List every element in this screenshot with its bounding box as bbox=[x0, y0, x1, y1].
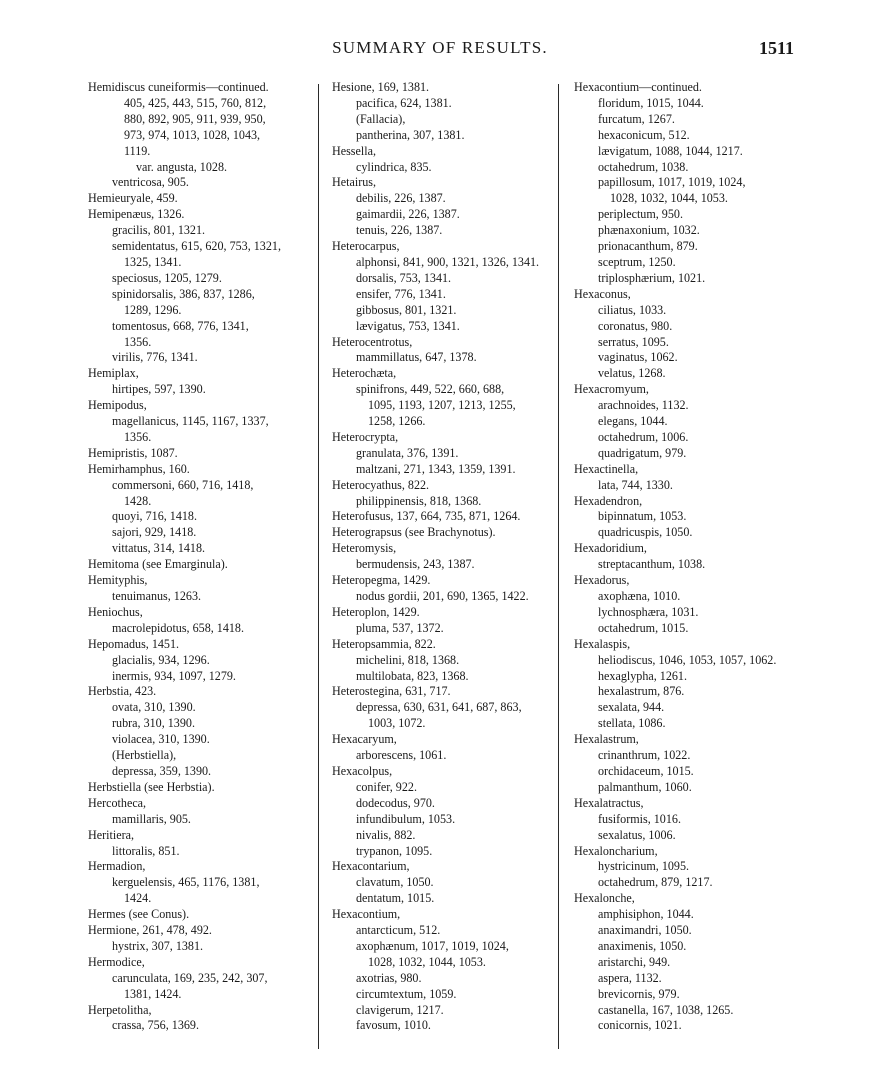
index-heading: Hesione, 169, 1381. bbox=[332, 80, 430, 94]
index-entry: multilobata, 823, 1368. bbox=[356, 668, 469, 683]
index-heading: Heteroplon, 1429. bbox=[332, 604, 420, 619]
index-entry: commersoni, 660, 716, 1418, bbox=[112, 477, 254, 492]
index-heading: Heteropegma, 1429. bbox=[332, 573, 431, 588]
index-entry: clavatum, 1050. bbox=[356, 875, 434, 890]
index-entry: papillosum, 1017, 1019, 1024, bbox=[598, 175, 746, 190]
index-heading: Hexadendron, bbox=[574, 493, 643, 508]
index-entry: axophænum, 1017, 1019, 1024, bbox=[356, 938, 509, 953]
index-entry: serratus, 1095. bbox=[598, 334, 669, 349]
index-entry: maltzani, 271, 1343, 1359, 1391. bbox=[356, 461, 516, 476]
index-entry: trypanon, 1095. bbox=[356, 843, 433, 858]
index-entry: semidentatus, 615, 620, 753, 1321, bbox=[112, 239, 281, 254]
index-entry: cylindrica, 835. bbox=[356, 159, 432, 174]
index-entry: clavigerum, 1217. bbox=[356, 1002, 444, 1017]
index-entry: pantherina, 307, 1381. bbox=[356, 127, 465, 142]
index-heading: Heterostegina, 631, 717. bbox=[332, 684, 451, 699]
index-entry: 880, 892, 905, 911, 939, 950, bbox=[124, 111, 266, 126]
index-heading: Hexalaspis, bbox=[574, 636, 631, 651]
index-entry: orchidaceum, 1015. bbox=[598, 763, 694, 778]
index-entry: elegans, 1044. bbox=[598, 414, 668, 429]
index-entry: ovata, 310, 1390. bbox=[112, 700, 196, 715]
index-heading: Hermes (see Conus). bbox=[88, 907, 190, 922]
index-entry: 1325, 1341. bbox=[124, 254, 182, 269]
index-heading: Hessella, bbox=[332, 143, 376, 158]
index-entry: sexalata, 944. bbox=[598, 700, 665, 715]
index-entry: debilis, 226, 1387. bbox=[356, 191, 446, 206]
index-heading: Hexacontarium, bbox=[332, 859, 410, 874]
index-entry: 1095, 1193, 1207, 1213, 1255, bbox=[368, 398, 516, 413]
index-entry: kerguelensis, 465, 1176, 1381, bbox=[112, 875, 260, 890]
index-entry: tomentosus, 668, 776, 1341, bbox=[112, 318, 249, 333]
index-heading: Heterocarpus, bbox=[332, 239, 400, 254]
index-entry: hexaconicum, 512. bbox=[598, 127, 690, 142]
index-entry: 1028, 1032, 1044, 1053. bbox=[368, 954, 486, 969]
index-entry: nivalis, 882. bbox=[356, 827, 416, 842]
index-heading: Hemirhamphus, 160. bbox=[88, 461, 190, 476]
index-heading: Heterochæta, bbox=[332, 366, 397, 381]
index-entry: 1356. bbox=[124, 429, 152, 444]
index-entry: pacifica, 624, 1381. bbox=[356, 95, 452, 110]
index-entry: 1424. bbox=[124, 891, 152, 906]
index-entry: anaximandri, 1050. bbox=[598, 923, 692, 938]
index-entry: philippinensis, 818, 1368. bbox=[356, 493, 482, 508]
index-entry: vittatus, 314, 1418. bbox=[112, 541, 206, 556]
index-entry: palmanthum, 1060. bbox=[598, 779, 692, 794]
index-entry: 973, 974, 1013, 1028, 1043, bbox=[124, 127, 261, 142]
index-entry: floridum, 1015, 1044. bbox=[598, 95, 704, 110]
index-entry: var. angusta, 1028. bbox=[136, 159, 228, 174]
index-entry: vaginatus, 1062. bbox=[598, 350, 678, 365]
index-heading: Hemipristis, 1087. bbox=[88, 445, 178, 460]
index-heading: Hexalastrum, bbox=[574, 732, 639, 747]
index-heading: Heteromysis, bbox=[332, 541, 397, 556]
index-entry: conifer, 922. bbox=[356, 779, 417, 794]
index-entry: phænaxonium, 1032. bbox=[598, 223, 700, 238]
index-entry: gibbosus, 801, 1321. bbox=[356, 302, 457, 317]
index-entry: (Herbstiella), bbox=[112, 748, 177, 763]
index-entry: virilis, 776, 1341. bbox=[112, 350, 198, 365]
index-heading: Hexactinella, bbox=[574, 461, 639, 476]
index-heading: Herbstia, 423. bbox=[88, 684, 157, 699]
index-heading: Hexacolpus, bbox=[332, 763, 393, 778]
index-entry: lychnosphæra, 1031. bbox=[598, 604, 699, 619]
running-title: SUMMARY OF RESULTS. bbox=[332, 38, 548, 57]
index-entry: depressa, 630, 631, 641, 687, 863, bbox=[356, 700, 522, 715]
index-entry: fusiformis, 1016. bbox=[598, 811, 681, 826]
index-entry: dodecodus, 970. bbox=[356, 795, 435, 810]
index-entry: depressa, 359, 1390. bbox=[112, 763, 212, 778]
index-entry: hystricinum, 1095. bbox=[598, 859, 690, 874]
index-heading: Heteropsammia, 822. bbox=[332, 636, 436, 651]
index-entry: 1003, 1072. bbox=[368, 716, 426, 731]
index-heading: Heterofusus, 137, 664, 735, 871, 1264. bbox=[332, 509, 521, 524]
index-heading: Hepomadus, 1451. bbox=[88, 636, 180, 651]
index-entry: coronatus, 980. bbox=[598, 318, 673, 333]
index-heading: Herbstiella (see Herbstia). bbox=[88, 779, 215, 794]
index-entry: mamillaris, 905. bbox=[112, 811, 191, 826]
index-heading: Hemiplax, bbox=[88, 366, 139, 381]
index-entry: aspera, 1132. bbox=[598, 970, 662, 985]
index-entry: infundibulum, 1053. bbox=[356, 811, 456, 826]
index-entry: speciosus, 1205, 1279. bbox=[112, 270, 222, 285]
index-heading: Hexalonche, bbox=[574, 891, 635, 906]
column-divider bbox=[558, 84, 559, 1049]
index-entry: ensifer, 776, 1341. bbox=[356, 286, 446, 301]
index-entry: bipinnatum, 1053. bbox=[598, 509, 687, 524]
index-heading: Hexacaryum, bbox=[332, 732, 397, 747]
index-entry: prionacanthum, 879. bbox=[598, 239, 698, 254]
index-entry: spinidorsalis, 386, 837, 1286, bbox=[112, 286, 255, 301]
index-entry: quadricuspis, 1050. bbox=[598, 525, 693, 540]
index-column-2 bbox=[332, 80, 554, 1034]
index-entry: castanella, 167, 1038, 1265. bbox=[598, 1002, 734, 1017]
index-entry: periplectum, 950. bbox=[598, 207, 683, 222]
index-column-1 bbox=[88, 80, 316, 1034]
index-heading: Hermodice, bbox=[88, 954, 145, 969]
index-entry: tenuis, 226, 1387. bbox=[356, 223, 443, 238]
index-entry: quoyi, 716, 1418. bbox=[112, 509, 197, 524]
index-entry: carunculata, 169, 235, 242, 307, bbox=[112, 970, 268, 985]
index-entry: octahedrum, 1015. bbox=[598, 620, 689, 635]
index-entry: octahedrum, 879, 1217. bbox=[598, 875, 713, 890]
index-heading: Hermadion, bbox=[88, 859, 146, 874]
column-divider bbox=[318, 84, 319, 1049]
index-entry: hystrix, 307, 1381. bbox=[112, 938, 204, 953]
index-entry: alphonsi, 841, 900, 1321, 1326, 1341. bbox=[356, 254, 540, 269]
index-entry: circumtextum, 1059. bbox=[356, 986, 457, 1001]
index-entry: tenuimanus, 1263. bbox=[112, 589, 202, 603]
index-entry: anaximenis, 1050. bbox=[598, 938, 687, 953]
index-entry: axophæna, 1010. bbox=[598, 589, 681, 603]
index-entry: 1028, 1032, 1044, 1053. bbox=[610, 191, 728, 206]
index-entry: inermis, 934, 1097, 1279. bbox=[112, 668, 236, 683]
index-entry: ventricosa, 905. bbox=[112, 175, 189, 190]
index-entry: macrolepidotus, 658, 1418. bbox=[112, 620, 245, 635]
index-entry: hexaglypha, 1261. bbox=[598, 668, 688, 683]
index-entry: amphisiphon, 1044. bbox=[598, 907, 694, 922]
index-entry: octahedrum, 1006. bbox=[598, 429, 689, 444]
index-heading: Hexalatractus, bbox=[574, 795, 644, 810]
index-entry: velatus, 1268. bbox=[598, 366, 666, 381]
index-entry: 1119. bbox=[124, 143, 151, 158]
index-entry: brevicornis, 979. bbox=[598, 986, 680, 1001]
index-heading: Heterocyathus, 822. bbox=[332, 477, 430, 492]
index-heading: Hemityphis, bbox=[88, 573, 148, 588]
index-entry: stellata, 1086. bbox=[598, 716, 666, 731]
index-column-3 bbox=[574, 80, 804, 1034]
index-entry: furcatum, 1267. bbox=[598, 111, 675, 126]
index-entry: lævigatum, 1088, 1044, 1217. bbox=[598, 143, 743, 158]
index-entry: conicornis, 1021. bbox=[598, 1018, 682, 1033]
index-heading: Hemieuryale, 459. bbox=[88, 191, 178, 206]
index-entry: lævigatus, 753, 1341. bbox=[356, 318, 460, 333]
index-entry: ciliatus, 1033. bbox=[598, 302, 667, 317]
index-heading: Hemidiscus cuneiformis—continued. bbox=[88, 80, 269, 94]
index-entry: 1289, 1296. bbox=[124, 302, 182, 317]
index-entry: crinanthrum, 1022. bbox=[598, 748, 691, 763]
index-heading: Hexadoridium, bbox=[574, 541, 647, 556]
index-entry: nodus gordii, 201, 690, 1365, 1422. bbox=[356, 589, 529, 603]
index-entry: octahedrum, 1038. bbox=[598, 159, 689, 174]
index-entry: axotrias, 980. bbox=[356, 970, 422, 985]
index-entry: antarcticum, 512. bbox=[356, 923, 441, 938]
index-heading: Heterocrypta, bbox=[332, 429, 399, 444]
index-entry: dentatum, 1015. bbox=[356, 891, 435, 906]
index-entry: sexalatus, 1006. bbox=[598, 827, 676, 842]
index-heading: Heterocentrotus, bbox=[332, 334, 413, 349]
index-entry: pluma, 537, 1372. bbox=[356, 620, 444, 635]
index-entry: granulata, 376, 1391. bbox=[356, 445, 459, 460]
index-entry: sceptrum, 1250. bbox=[598, 254, 676, 269]
index-entry: arachnoides, 1132. bbox=[598, 398, 689, 413]
index-entry: violacea, 310, 1390. bbox=[112, 732, 210, 747]
index-heading: Herpetolitha, bbox=[88, 1002, 152, 1017]
page-header bbox=[0, 38, 880, 62]
index-heading: Hexacontium, bbox=[332, 907, 401, 922]
index-entry: hirtipes, 597, 1390. bbox=[112, 382, 206, 397]
index-entry: dorsalis, 753, 1341. bbox=[356, 270, 452, 285]
index-entry: rubra, 310, 1390. bbox=[112, 716, 195, 731]
index-entry: 1381, 1424. bbox=[124, 986, 182, 1001]
index-heading: Hexaconus, bbox=[574, 286, 631, 301]
index-heading: Hetairus, bbox=[332, 175, 376, 190]
index-entry: 1356. bbox=[124, 334, 152, 349]
index-entry: aristarchi, 949. bbox=[598, 954, 671, 969]
index-entry: glacialis, 934, 1296. bbox=[112, 652, 210, 667]
index-heading: Hexacromyum, bbox=[574, 382, 649, 397]
index-entry: streptacanthum, 1038. bbox=[598, 557, 706, 572]
index-heading: Hexacontium—continued. bbox=[574, 80, 702, 94]
index-heading: Hemitoma (see Emarginula). bbox=[88, 557, 228, 572]
index-entry: 1428. bbox=[124, 493, 152, 508]
index-entry: michelini, 818, 1368. bbox=[356, 652, 460, 667]
index-heading: Hexadorus, bbox=[574, 573, 630, 588]
index-entry: littoralis, 851. bbox=[112, 843, 180, 858]
index-entry: spinifrons, 449, 522, 660, 688, bbox=[356, 382, 505, 397]
index-entry: 405, 425, 443, 515, 760, 812, bbox=[124, 95, 267, 110]
index-entry: bermudensis, 243, 1387. bbox=[356, 557, 475, 572]
index-heading: Hemipodus, bbox=[88, 398, 147, 413]
index-entry: triplosphærium, 1021. bbox=[598, 270, 706, 285]
index-entry: favosum, 1010. bbox=[356, 1018, 431, 1033]
index-entry: magellanicus, 1145, 1167, 1337, bbox=[112, 414, 269, 429]
index-entry: 1258, 1266. bbox=[368, 414, 426, 429]
index-entry: mammillatus, 647, 1378. bbox=[356, 350, 477, 365]
index-entry: heliodiscus, 1046, 1053, 1057, 1062. bbox=[598, 652, 777, 667]
index-heading: Hercotheca, bbox=[88, 795, 147, 810]
index-entry: arborescens, 1061. bbox=[356, 748, 447, 763]
index-entry: quadrigatum, 979. bbox=[598, 445, 687, 460]
index-entry: crassa, 756, 1369. bbox=[112, 1018, 199, 1033]
index-heading: Hexaloncharium, bbox=[574, 843, 658, 858]
index-heading: Hermione, 261, 478, 492. bbox=[88, 923, 212, 938]
index-entry: sajori, 929, 1418. bbox=[112, 525, 197, 540]
index-entry: (Fallacia), bbox=[356, 111, 406, 126]
index-entry: gaimardii, 226, 1387. bbox=[356, 207, 460, 222]
index-heading: Heniochus, bbox=[88, 604, 143, 619]
index-heading: Heritiera, bbox=[88, 827, 134, 842]
page-number: 1511 bbox=[758, 38, 794, 58]
index-entry: hexalastrum, 876. bbox=[598, 684, 685, 699]
index-entry: lata, 744, 1330. bbox=[598, 477, 673, 492]
index-heading: Hemipenæus, 1326. bbox=[88, 207, 185, 222]
index-heading: Heterograpsus (see Brachynotus). bbox=[332, 525, 496, 540]
index-entry: gracilis, 801, 1321. bbox=[112, 223, 206, 238]
